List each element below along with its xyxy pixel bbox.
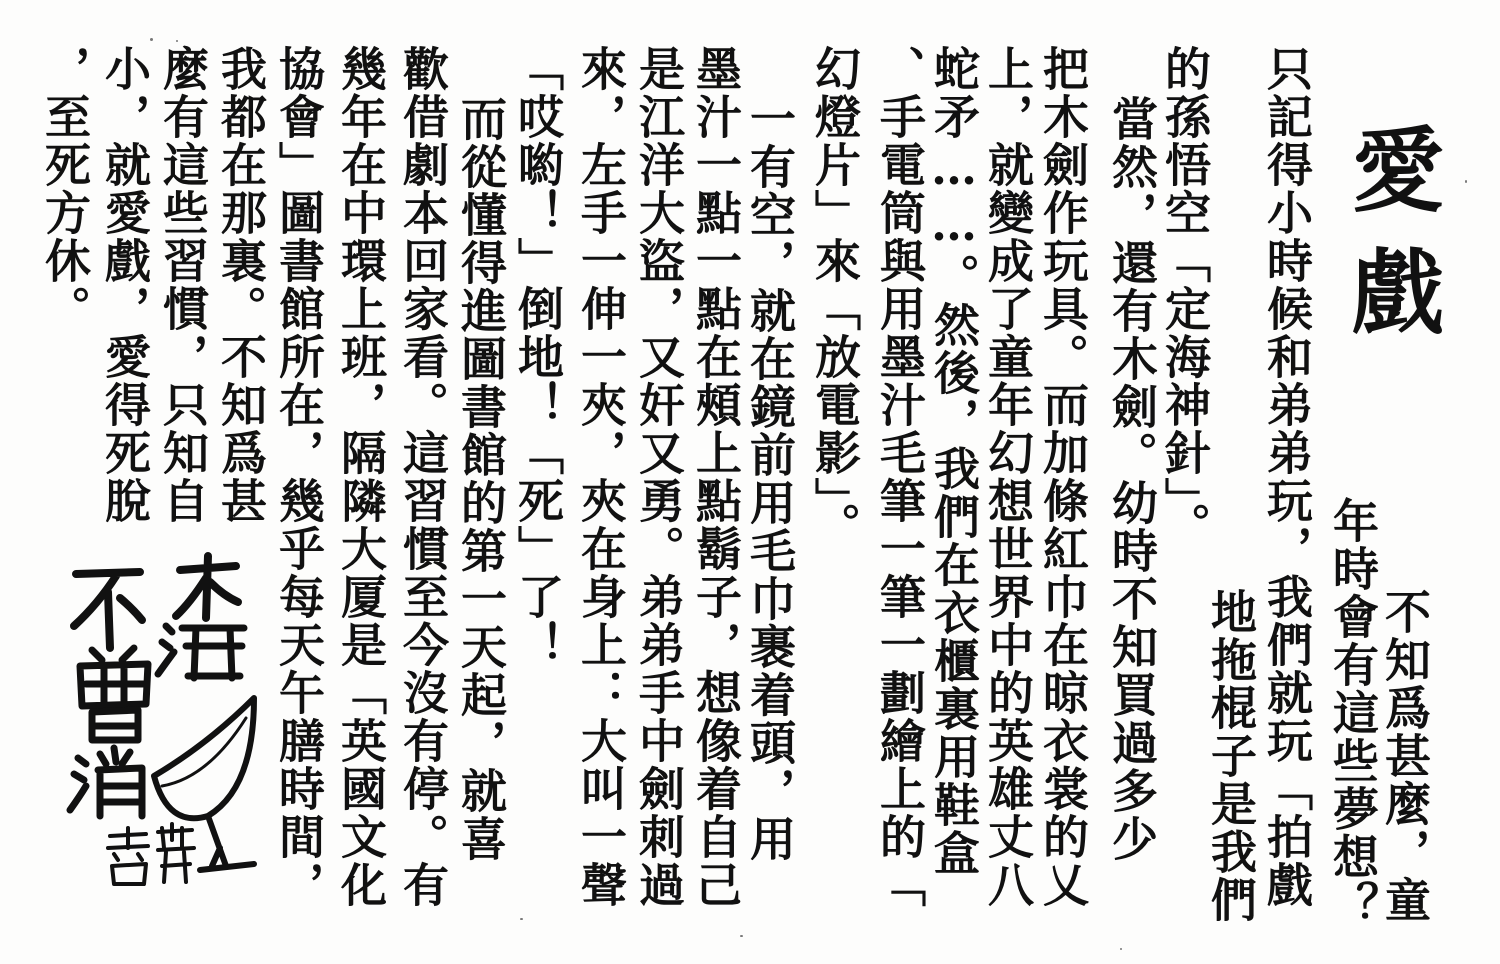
- article-column: 不知爲甚麼，童: [1378, 588, 1432, 924]
- article-column: ，至死方休。: [38, 45, 92, 333]
- article-column: 上，就變成了童年幻想世界中的英雄丈八: [981, 45, 1035, 909]
- article-column: 一有空，就在鏡前用毛巾裹着頭，用: [743, 95, 797, 863]
- article-column: 來，左手一伸一夾，夾在身上：大叫一聲: [574, 45, 628, 909]
- article-title: 愛戲: [1337, 122, 1445, 366]
- print-speck: [740, 935, 743, 937]
- print-speck: [150, 38, 153, 41]
- article-column: 只記得小時候和弟弟玩，我們就玩「拍戲: [1260, 45, 1314, 909]
- article-column: 是江洋大盜，又奸又勇。弟弟手中劍刺過: [632, 45, 686, 909]
- article-column: 幾年在中環上班，隔隣大厦是「英國文化: [334, 45, 388, 909]
- article-column: 把木劍作玩具。而加條紅巾在晾衣裳的乂: [1036, 45, 1090, 909]
- article-column: 當然，還有木劍。幼時不知買過多少: [1105, 95, 1159, 863]
- article-column: 協會」圖書館所在，幾乎每天午膳時間，: [272, 45, 326, 909]
- print-speck: [176, 40, 178, 42]
- column-logo-calligraphy: [58, 548, 258, 888]
- print-speck: [1120, 948, 1122, 950]
- article-column: 我都在那裏。不知爲甚: [214, 45, 268, 525]
- article-column: 墨汁一點一點在頰上點鬍子，想像着自己: [689, 45, 743, 909]
- print-speck: [520, 918, 523, 920]
- article-column: 小，就愛戲，愛得死脫: [98, 45, 152, 525]
- article-column: 歡借劇本回家看。這習慣至今沒有停。有: [396, 45, 450, 909]
- article-column: 而從懂得進圖書館的第一天起，就喜: [454, 95, 508, 863]
- article-column: 麼有這些習慣，只知自: [156, 45, 210, 525]
- article-column: 、手電筒與用墨汁毛筆一筆一劃繪上的「: [873, 45, 927, 909]
- article-column: 年時會有這些夢想？: [1326, 497, 1380, 929]
- article-column: 的孫悟空「定海神針」。: [1158, 45, 1212, 550]
- article-column: 幻燈片」來「放電影」。: [808, 45, 862, 550]
- article-column: 蛇矛……。然後，我們在衣櫃裏用鞋盒: [927, 45, 981, 877]
- print-speck: [1465, 180, 1467, 183]
- article-column: 「哎喲！」倒地！「死」了！: [511, 45, 565, 669]
- article-column: 地拖棍子是我們: [1204, 588, 1258, 924]
